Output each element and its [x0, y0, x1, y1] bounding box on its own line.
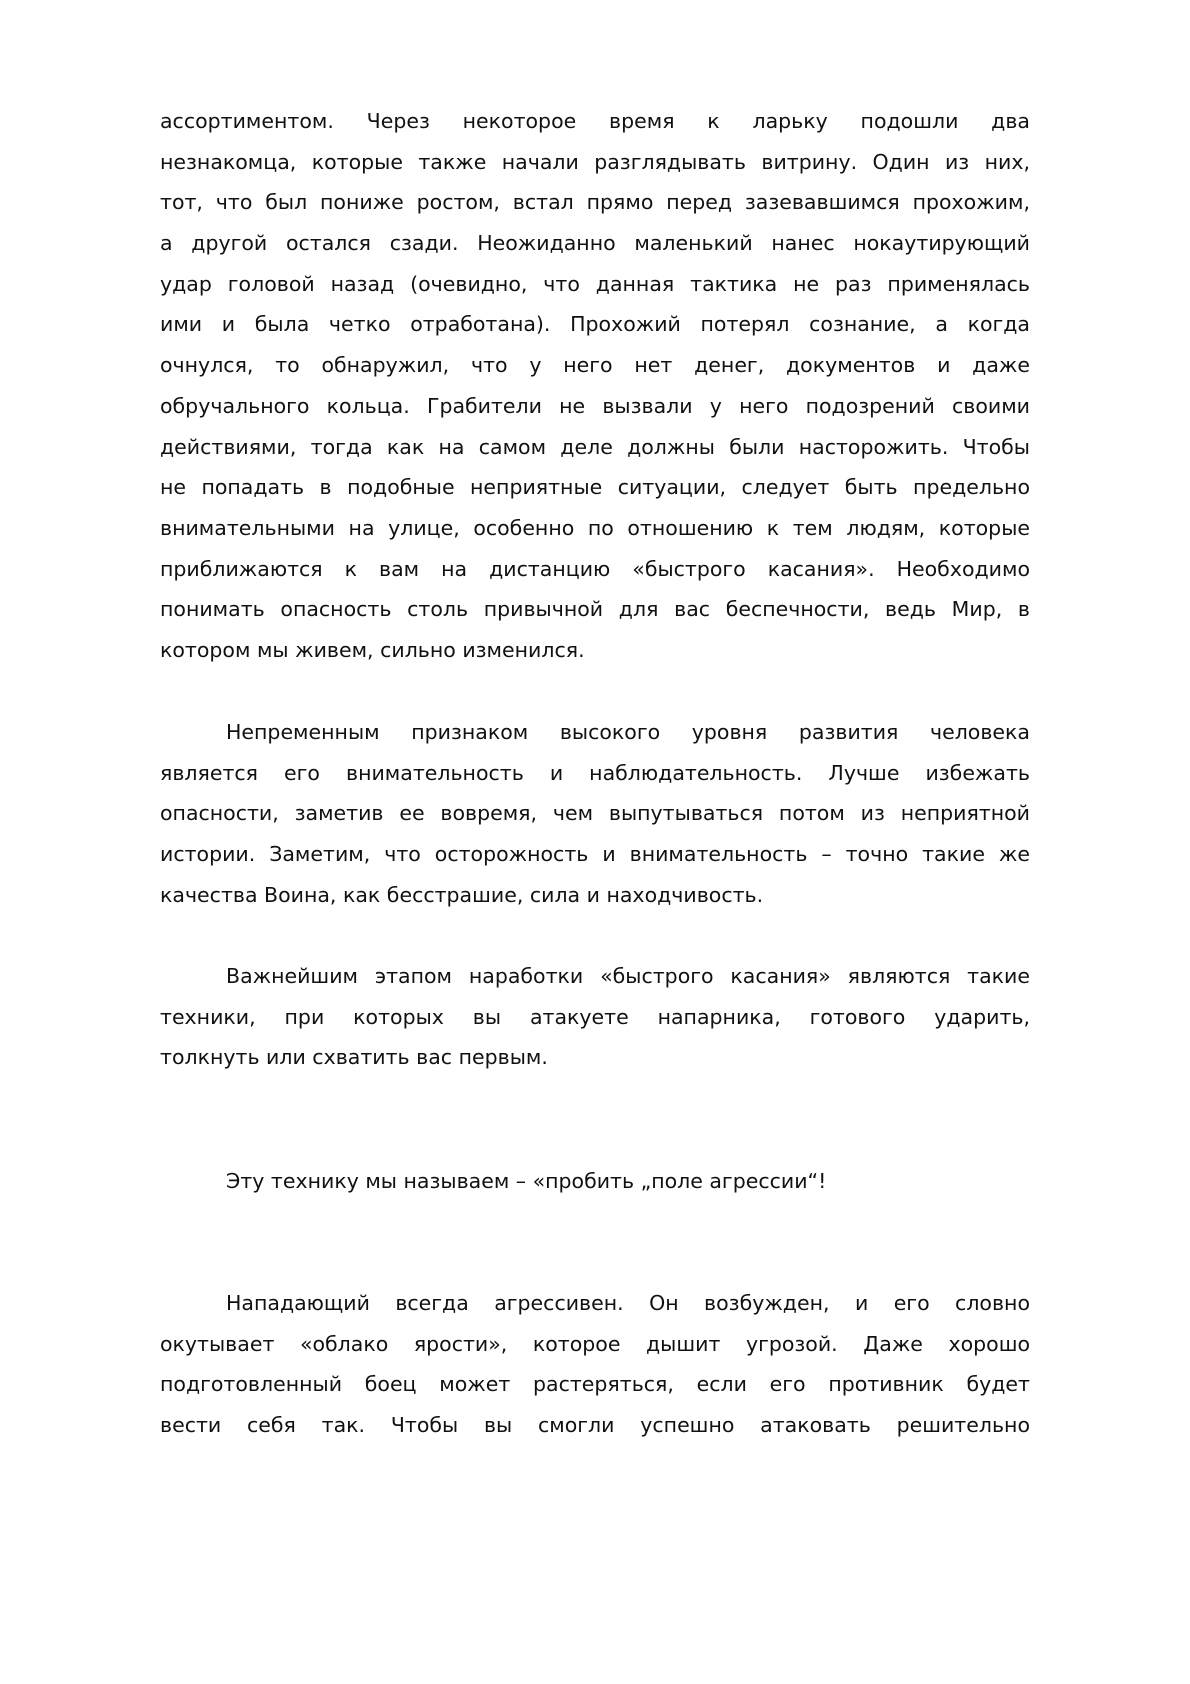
text-line: ассортиментом. Через некоторое время к ларьку подошли два — [160, 109, 1030, 133]
text-line: Важнейшим этапом наработки «быстрого касания» являются такие — [226, 964, 1030, 988]
text-line: приближаются к вам на дистанцию «быстрого касания». Необходимо — [160, 556, 1030, 581]
text-line: действиями, тогда как на самом деле должны были насторожить. Чтобы — [160, 434, 1030, 459]
text-line: обручального кольца. Грабители не вызвали у него подозрений своими — [160, 393, 1030, 418]
text-line: внимательными на улице, особенно по отношению к тем людям, которые — [160, 515, 1030, 540]
text-line: толкнуть или схватить вас первым. — [160, 1045, 548, 1070]
text-line: тот, что был пониже ростом, встал прямо перед зазевавшимся прохожим, — [160, 190, 1030, 215]
paragraph-4 — [160, 1283, 1030, 1446]
text-line: удар головой назад (очевидно, что данная тактика не раз применялась — [160, 271, 1030, 296]
paragraph-1 — [160, 101, 1030, 671]
text-line: вести себя так. Чтобы вы смогли успешно атаковать решительно — [160, 1413, 1030, 1438]
text-line: Непременным признаком высокого уровня развития человека — [226, 720, 1030, 744]
text-line: является его внимательность и наблюдательность. Лучше избежать — [160, 760, 1030, 785]
text-line: не попадать в подобные неприятные ситуации, следует быть предельно — [160, 475, 1030, 500]
text-line: техники, при которых вы атакуете напарника, готового ударить, — [160, 1004, 1030, 1029]
text-line: качества Воина, как бесстрашие, сила и находчивость. — [160, 882, 764, 907]
paragraph-3 — [160, 956, 1030, 1078]
text-line: Нападающий всегда агрессивен. Он возбужден, и его словно — [226, 1291, 1030, 1315]
text-line: Эту технику мы называем – «пробить „поле агрессии“! — [226, 1169, 827, 1193]
text-line: истории. Заметим, что осторожность и внимательность – точно такие же — [160, 842, 1030, 867]
text-line: подготовленный боец может растеряться, если его противник будет — [160, 1372, 1030, 1397]
text-line: окутывает «облако ярости», которое дышит угрозой. Даже хорошо — [160, 1331, 1030, 1356]
text-line: незнакомца, которые также начали разглядывать витрину. Один из них, — [160, 149, 1030, 174]
text-line: понимать опасность столь привычной для вас беспечности, ведь Мир, в — [160, 597, 1030, 622]
text-line: котором мы живем, сильно изменился. — [160, 637, 585, 662]
text-line: ими и была четко отработана). Прохожий потерял сознание, а когда — [160, 312, 1030, 337]
text-line: опасности, заметив ее вовремя, чем выпутываться потом из неприятной — [160, 801, 1030, 826]
text-line: очнулся, то обнаружил, что у него нет денег, документов и даже — [160, 353, 1030, 378]
text-line: а другой остался сзади. Неожиданно маленький нанес нокаутирующий — [160, 231, 1030, 256]
technique-heading — [160, 1161, 1030, 1202]
paragraph-2 — [160, 712, 1030, 915]
